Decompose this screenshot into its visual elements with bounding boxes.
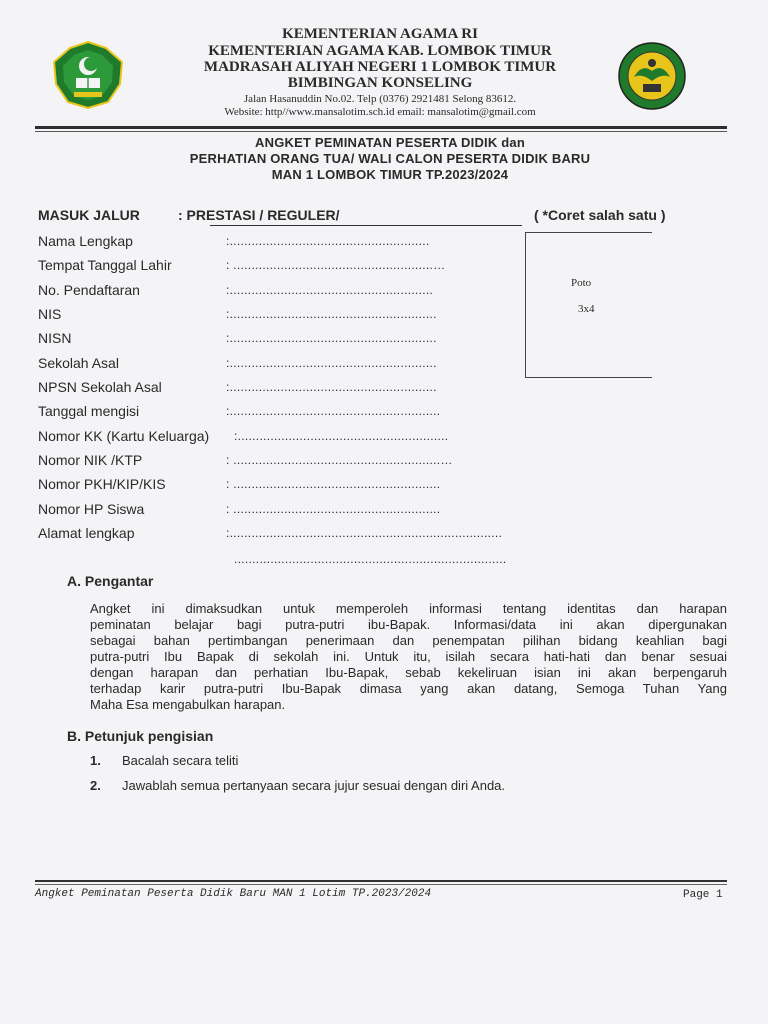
field-fill-line[interactable]: : .........................................................: [226, 477, 441, 491]
paragraph-line: dengan harapan dan perhatian Ibu-Bapak, sebab kekeliruan isian ini akan berpengaruh: [90, 665, 727, 680]
field-label: Nomor PKH/KIP/KIS: [38, 476, 166, 492]
field-fill-line[interactable]: :...........................................................................: [226, 526, 503, 540]
field-label: NPSN Sekolah Asal: [38, 379, 162, 395]
field-label: Tempat Tanggal Lahir: [38, 257, 172, 273]
field-label: NIS: [38, 306, 62, 322]
page-number: Page 1: [683, 889, 723, 901]
kop-line-4: BIMBINGAN KONSELING: [287, 75, 473, 91]
section-b-heading: B. Petunjuk pengisian: [67, 728, 214, 744]
field-fill-line[interactable]: :..........................................................: [226, 404, 441, 418]
paragraph-line: terhadap karir putra-putri Ibu-Bapak dimasa yang akan datang, Semoga Tuhan Yang: [90, 681, 727, 696]
man-lotim-logo-icon: [616, 41, 688, 111]
footer-divider-thick: [35, 880, 727, 882]
jalur-underline: [210, 225, 522, 226]
paragraph-line: Maha Esa mengabulkan harapan.: [90, 697, 286, 712]
list-item-number: 1.: [90, 753, 101, 768]
footer-text: Angket Peminatan Peserta Didik Baru MAN 1 Lotim TP.2023/2024: [35, 888, 432, 900]
title-line-3: MAN 1 LOMBOK TIMUR TP.2023/2024: [271, 167, 509, 182]
jalur-label: MASUK JALUR: [38, 207, 140, 223]
field-label: Nomor NIK /KTP: [38, 452, 143, 468]
photo-size: 3x4: [578, 303, 595, 315]
section-a-heading: A. Pengantar: [67, 573, 154, 589]
jalur-note: ( *Coret salah satu ): [534, 207, 666, 223]
header-divider-thick: [35, 126, 727, 129]
field-fill-line[interactable]: :.........................................................: [226, 356, 437, 370]
field-label: Tanggal mengisi: [38, 403, 140, 419]
jalur-value: : PRESTASI / REGULER/: [178, 207, 340, 223]
field-label: Nomor KK (Kartu Keluarga): [38, 428, 210, 444]
paragraph-line: sebagai bahan pertimbangan penerimaan dan penempatan pilihan bidang keahlian bagi: [90, 633, 727, 648]
list-item-text: Bacalah secara teliti: [122, 753, 239, 768]
paragraph-line: peminatan belajar bagi putra-putri ibu-Bapak. Informasi/data ini akan dipergunakan: [90, 617, 727, 632]
section-a-paragraph: [90, 601, 727, 713]
field-fill-line[interactable]: : .........................................................: [226, 502, 441, 516]
list-item-number: 2.: [90, 778, 101, 793]
paragraph-line: Angket ini dimaksudkan untuk memperoleh informasi tentang identitas dan harapan: [90, 601, 727, 616]
title-line-1: ANGKET PEMINATAN PESERTA DIDIK dan: [255, 135, 525, 150]
field-fill-line[interactable]: :.........................................................: [226, 307, 437, 321]
field-fill-line[interactable]: :.........................................................: [226, 380, 437, 394]
field-label: Nomor HP Siswa: [38, 501, 145, 517]
field-label: NISN: [38, 330, 72, 346]
kop-line-1: KEMENTERIAN AGAMA RI: [282, 26, 478, 42]
alamat-extra-line[interactable]: ...........................................................................: [234, 552, 507, 566]
paragraph-line: putra-putri Ibu Bapak di sekolah ini. Untuk itu, isilah secara hati-hati dan benar sesuai: [90, 649, 727, 664]
photo-label: Poto: [571, 277, 592, 289]
field-fill-line[interactable]: :.........................................................: [226, 331, 437, 345]
kemenag-logo-icon: [50, 40, 126, 110]
field-fill-line[interactable]: :..........................................................: [234, 429, 449, 443]
list-item-text: Jawablah semua pertanyaan secara jujur sesuai dengan diri Anda.: [122, 778, 506, 793]
field-label: Sekolah Asal: [38, 355, 119, 371]
title-line-2: PERHATIAN ORANG TUA/ WALI CALON PESERTA DIDIK BARU: [189, 151, 591, 166]
field-fill-line[interactable]: :.......................................................: [226, 234, 430, 248]
footer-divider-thin: [35, 884, 727, 885]
field-fill-line[interactable]: :........................................................: [226, 283, 434, 297]
kop-line-3: MADRASAH ALIYAH NEGERI 1 LOMBOK TIMUR: [203, 59, 557, 75]
kop-address: Jalan Hasanuddin No.02. Telp (0376) 2921481 Selong 83612.: [243, 93, 517, 105]
field-fill-line[interactable]: : .......................................................…: [226, 258, 446, 272]
kop-website: Website: http//www.mansalotim.sch.id email: mansalotim@gmail.com: [224, 106, 536, 118]
header-divider-thin: [35, 131, 727, 132]
field-label: No. Pendaftaran: [38, 282, 140, 298]
field-fill-line[interactable]: : .........................................................…: [226, 453, 453, 467]
kop-line-2: KEMENTERIAN AGAMA KAB. LOMBOK TIMUR: [208, 43, 552, 59]
field-label: Alamat lengkap: [38, 525, 135, 541]
field-label: Nama Lengkap: [38, 233, 133, 249]
